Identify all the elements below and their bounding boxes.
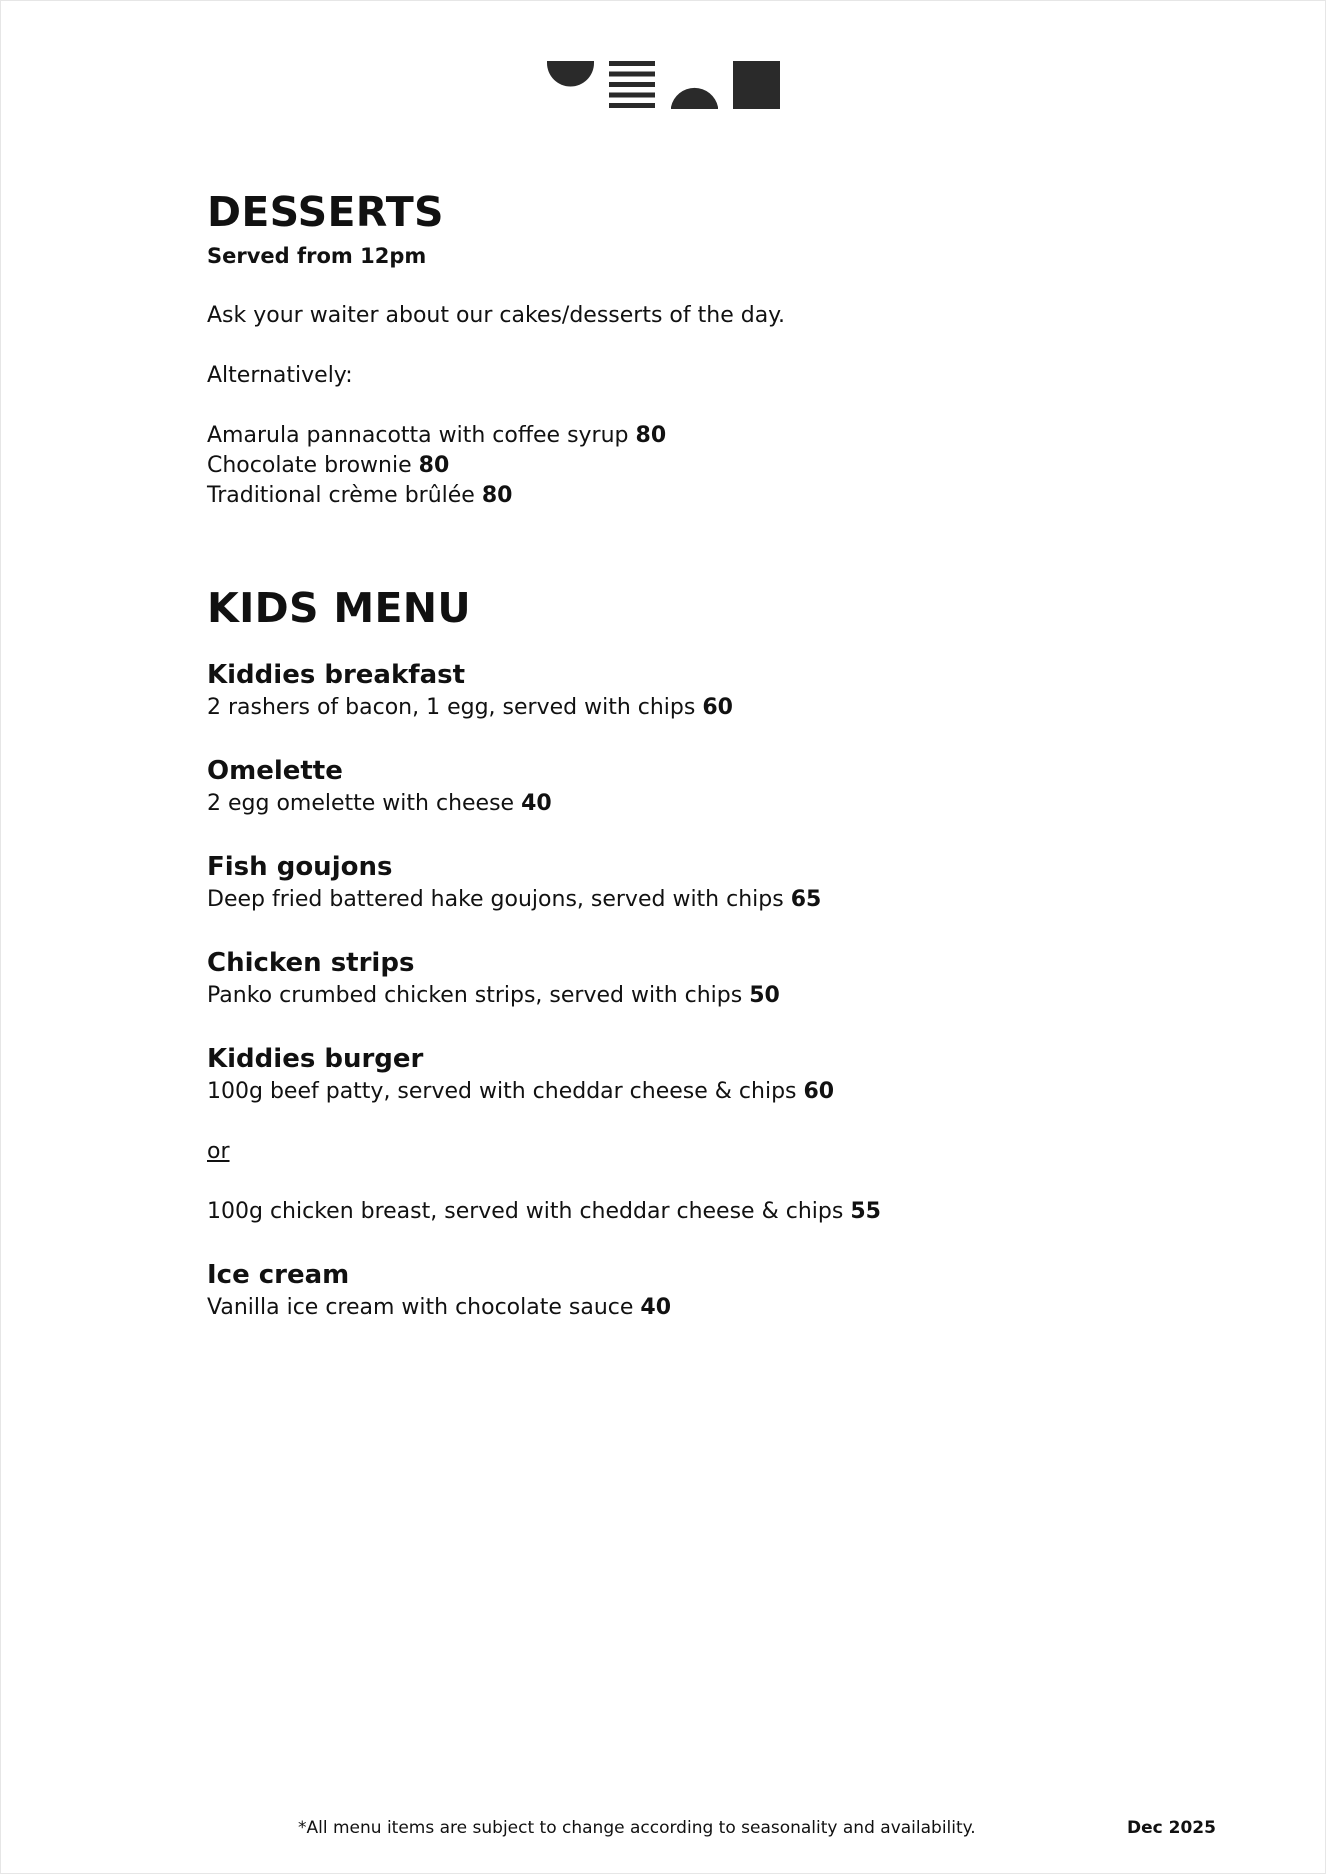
- kids-item-alt-desc: [207, 1197, 1107, 1227]
- dessert-item: [207, 421, 1107, 451]
- logo-line-4: [609, 93, 655, 98]
- kids-item-desc: [207, 693, 1107, 723]
- kids-item-desc: [207, 981, 1107, 1011]
- kids-item-desc: [207, 789, 1107, 819]
- kids-item-title: Omelette: [207, 756, 343, 786]
- dessert-item-name: Amarula pannacotta with coffee syrup: [207, 423, 629, 448]
- kids-item-title: Ice cream: [207, 1260, 350, 1290]
- logo-line-3: [609, 82, 655, 87]
- kids-item-or-label: [207, 1137, 1107, 1167]
- desserts-alt-label: Alternatively:: [207, 363, 353, 388]
- dessert-item: [207, 451, 1107, 481]
- logo-line-1: [609, 61, 655, 66]
- kids-menu-item: [207, 657, 1107, 723]
- dessert-item: [207, 481, 1107, 511]
- desserts-title: DESSERTS: [207, 188, 444, 236]
- logo-line-2: [609, 72, 655, 77]
- kids-item-desc: [207, 1077, 1107, 1107]
- kids-menu-item: [207, 753, 1107, 819]
- kids-item-alt-price: 55: [850, 1199, 881, 1224]
- footer-date: Dec 2025: [1127, 1818, 1216, 1838]
- dessert-item-name: Chocolate brownie: [207, 453, 412, 478]
- logo-dome-shape: [671, 88, 718, 109]
- kids-item-price: 60: [702, 695, 733, 720]
- kids-item-desc-text: Panko crumbed chicken strips, served with chips: [207, 983, 743, 1008]
- logo-half-circle-shape: [547, 61, 594, 86]
- kids-menu-item: [207, 849, 1107, 915]
- kids-item-title: Kiddies breakfast: [207, 660, 466, 690]
- kids-item-price: 40: [521, 791, 552, 816]
- dessert-item-price: 80: [635, 423, 667, 448]
- dessert-item-price: 80: [481, 483, 513, 508]
- kids-item-desc: [207, 1293, 1107, 1323]
- desserts-intro: Ask your waiter about our cakes/desserts of the day.: [207, 303, 786, 328]
- kids-item-desc-text: Vanilla ice cream with chocolate sauce: [207, 1295, 634, 1320]
- kids-item-desc-text: 2 egg omelette with cheese: [207, 791, 515, 816]
- kids-item-title: Fish goujons: [207, 852, 393, 882]
- dessert-item-price: 80: [418, 453, 450, 478]
- kids-item-desc-text: 100g beef patty, served with cheddar cheese & chips: [207, 1079, 797, 1104]
- kids-item-desc-text: Deep fried battered hake goujons, served with chips: [207, 887, 784, 912]
- menu-content: [207, 183, 1107, 1323]
- kids-item-price: 40: [640, 1295, 672, 1320]
- kids-item-price: 65: [790, 887, 822, 912]
- logo-line-5: [609, 103, 655, 108]
- kids-item-desc-text: 2 rashers of bacon, 1 egg, served with chips: [207, 695, 696, 720]
- kids-menu-item: [207, 945, 1107, 1011]
- or-text: or: [207, 1139, 230, 1164]
- kids-menu-list: [207, 657, 1107, 1323]
- logo-square-shape: [733, 61, 780, 109]
- footer-disclaimer: *All menu items are subject to change according to seasonality and availability.: [298, 1818, 976, 1838]
- desserts-subtitle: Served from 12pm: [207, 244, 427, 268]
- kids-item-alt-desc-text: 100g chicken breast, served with cheddar cheese & chips: [207, 1199, 844, 1224]
- kids-menu-item: [207, 1041, 1107, 1227]
- kids-menu-title: KIDS MENU: [207, 584, 471, 632]
- kids-item-desc: [207, 885, 1107, 915]
- desserts-list: [207, 421, 1107, 511]
- kids-item-price: 60: [803, 1079, 835, 1104]
- kids-menu-item: [207, 1257, 1107, 1323]
- kids-item-title: Kiddies burger: [207, 1044, 424, 1074]
- dessert-item-name: Traditional crème brûlée: [207, 483, 475, 508]
- kids-item-title: Chicken strips: [207, 948, 415, 978]
- restaurant-logo: [547, 61, 781, 109]
- kids-item-price: 50: [749, 983, 780, 1008]
